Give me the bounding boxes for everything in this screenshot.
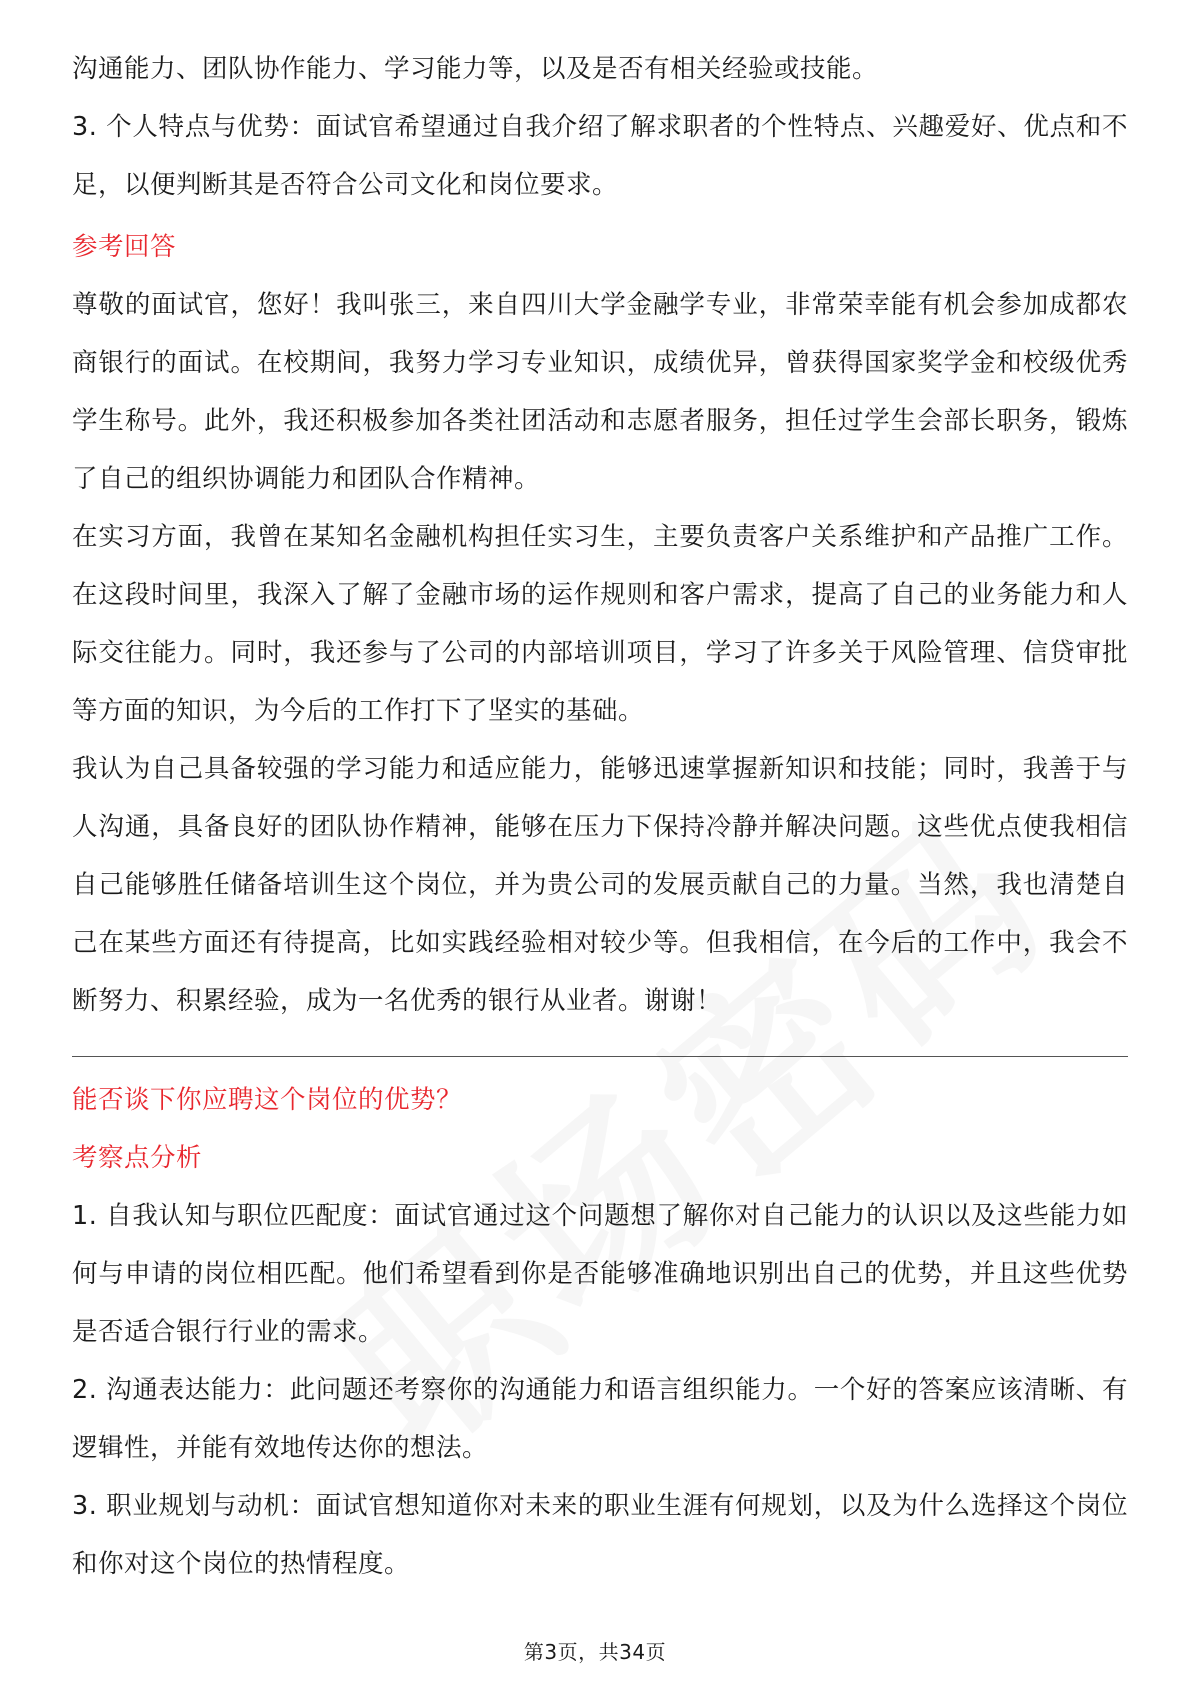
analysis-item-2: 2. 沟通表达能力：此问题还考察你的沟通能力和语言组织能力。一个好的答案应该清晰、有逻辑性，并能有效地传达你的想法。 — [72, 1375, 1128, 1463]
answer-paragraph-1: 尊敬的面试官，您好！我叫张三，来自四川大学金融学专业，非常荣幸能有机会参加成都农商银行的面试。在校期间，我努力学习专业知识，成绩优异，曾获得国家奖学金和校级优秀学生称号。此外，我还积极参加各类社团活动和志愿者服务，担任过学生会部长职务，锻炼了自己的组织协调能力和团队合作精神。 — [72, 290, 1128, 494]
answer-heading: 参考回答 — [72, 232, 177, 262]
analysis-item-1: 1. 自我认知与职位匹配度：面试官通过这个问题想了解你对自己能力的认识以及这些能力如何与申请的岗位相匹配。他们希望看到你是否能够准确地识别出自己的优势，并且这些优势是否适合银行行业的需求。 — [72, 1201, 1128, 1347]
document-page — [72, 40, 1128, 1593]
analysis-item-3b: 3. 职业规划与动机：面试官想知道你对未来的职业生涯有何规划，以及为什么选择这个岗位和你对这个岗位的热情程度。 — [72, 1491, 1128, 1579]
section-divider — [72, 1056, 1128, 1057]
question-title: 能否谈下你应聘这个岗位的优势？ — [72, 1085, 463, 1115]
paragraph-continuation: 沟通能力、团队协作能力、学习能力等，以及是否有相关经验或技能。 — [72, 54, 879, 84]
answer-paragraph-3: 我认为自己具备较强的学习能力和适应能力，能够迅速掌握新知识和技能；同时，我善于与人沟通，具备良好的团队协作精神，能够在压力下保持冷静并解决问题。这些优点使我相信自己能够胜任储备培训生这个岗位，并为贵公司的发展贡献自己的力量。当然，我也清楚自己在某些方面还有待提高，比如实践经验相对较少等。但我相信，在今后的工作中，我会不断努力、积累经验，成为一名优秀的银行从业者。谢谢！ — [72, 754, 1128, 1016]
page-footer: 第3页，共34页 — [523, 1640, 667, 1664]
answer-paragraph-2: 在实习方面，我曾在某知名金融机构担任实习生，主要负责客户关系维护和产品推广工作。在这段时间里，我深入了解了金融市场的运作规则和客户需求，提高了自己的业务能力和人际交往能力。同时，我还参与了公司的内部培训项目，学习了许多关于风险管理、信贷审批等方面的知识，为今后的工作打下了坚实的基础。 — [72, 522, 1128, 726]
analysis-item-3: 3. 个人特点与优势：面试官希望通过自我介绍了解求职者的个性特点、兴趣爱好、优点和不足，以便判断其是否符合公司文化和岗位要求。 — [72, 112, 1128, 200]
analysis-heading: 考察点分析 — [72, 1143, 203, 1173]
